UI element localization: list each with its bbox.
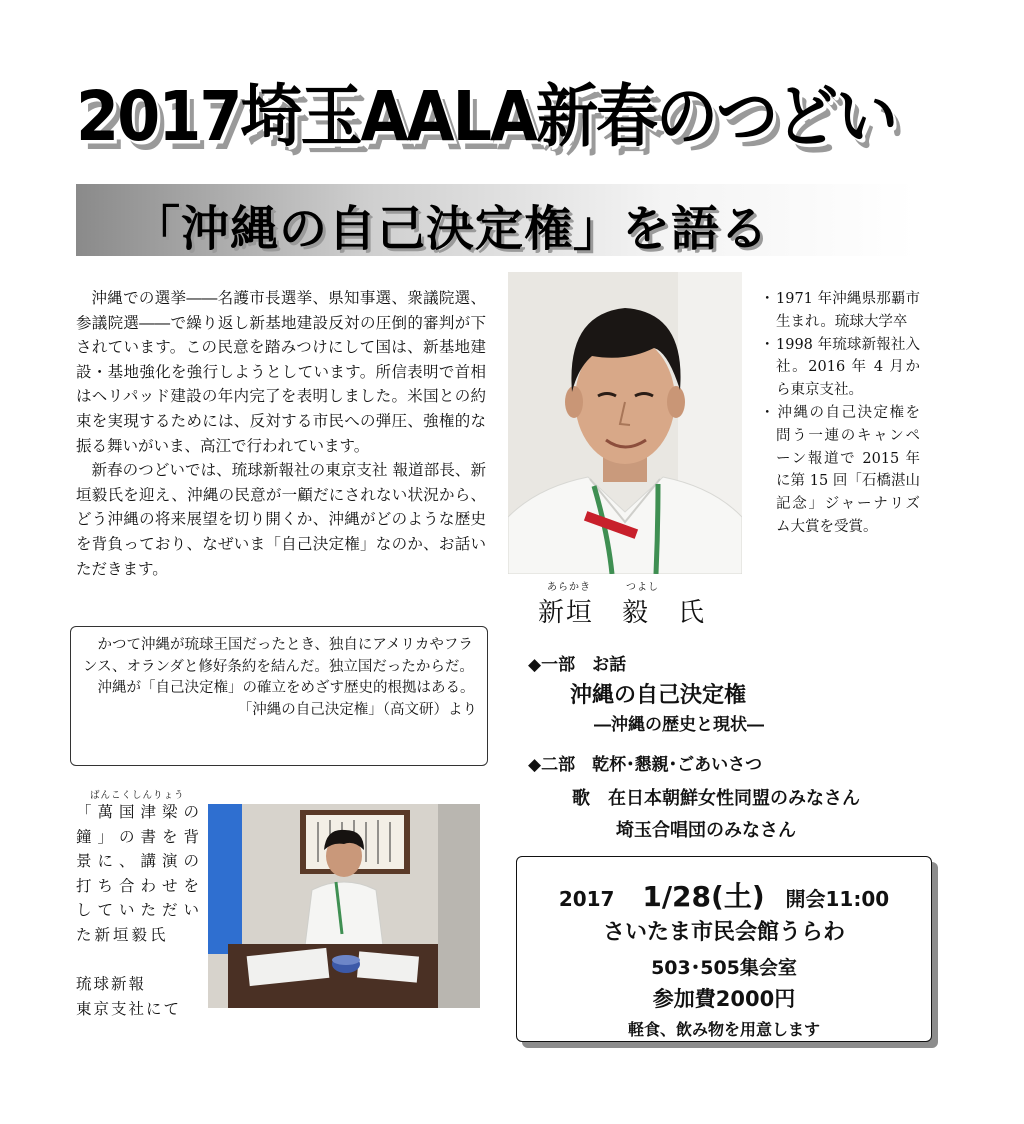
- quote-paragraph: 沖縄が「自己決定権」の確立をめざす歴史的根拠はある。: [97, 680, 475, 696]
- speaker-portrait-photo: [508, 272, 742, 574]
- quote-paragraph: かつて沖縄が琉球王国だったとき、独自にアメリカやフランス、オランダと修好条約を結んだ。独立国だったからだ。: [83, 637, 474, 675]
- bio-item: [760, 334, 920, 402]
- meeting-illustration: [208, 804, 480, 1008]
- intro-text: [76, 286, 486, 581]
- caption-text: 「萬国津梁の鐘」の書を背景に、講演の打ち合わせをしていただいた新垣毅氏: [76, 803, 202, 944]
- event-date-line: [517, 875, 931, 915]
- portrait-illustration: [508, 272, 742, 574]
- photo-caption: [76, 800, 202, 948]
- bullet-glyph: ・: [760, 404, 775, 421]
- page-title: 2017埼玉AALA新春のつどい: [76, 76, 897, 157]
- caption-org-line: 東京支社にて: [76, 999, 182, 1018]
- event-date: 1/28(土): [642, 880, 765, 913]
- program-song-line: 埼玉合唱団のみなさん: [616, 820, 796, 841]
- bio-item: [760, 288, 920, 334]
- event-fee: 参加費2000円: [652, 987, 796, 1011]
- event-info-box: [516, 856, 932, 1042]
- bio-text: 沖縄の自己決定権を問う一連のキャンペーン報道で 2015 年に第 15 回「石橋湛山記念」ジャーナリズム大賞を受賞。: [776, 404, 920, 535]
- bullet-glyph: ・: [760, 336, 775, 353]
- event-year: 2017: [558, 887, 615, 911]
- event-venue: さいたま市民会館うらわ: [602, 920, 845, 945]
- event-open-time: 開会11:00: [785, 887, 890, 911]
- event-food-note: 軽食、飲み物を用意します: [627, 1020, 820, 1039]
- meeting-photo: [208, 804, 480, 1008]
- bio-item: [760, 402, 920, 539]
- speaker-name: 新垣 毅 氏: [538, 598, 707, 628]
- speaker-surname-ruby: あらかき: [547, 582, 591, 593]
- program-song-line: 歌 在日本朝鮮女性同盟のみなさん: [572, 788, 860, 809]
- bullet-glyph: ・: [760, 291, 775, 307]
- bio-text: 1998 年琉球新報社入社。2016 年 4 月から東京支社。: [776, 336, 920, 399]
- caption-location: [76, 972, 206, 1021]
- intro-paragraph: 新春のつどいでは、琉球新報社の東京支社 報道部長、新垣毅氏を迎え、沖縄の民意が一顧だにされない状況から、どう沖縄の将来展望を切り開くか、沖縄がどのような歴史を背負っており、なぜいま「自己決定権」なのか、お話いただきます。: [76, 461, 486, 578]
- caption-org-line: 琉球新報: [76, 975, 147, 993]
- quote-source: 「沖縄の自己決定権」（高文研）より: [237, 701, 477, 718]
- program-part1-subtitle: ―沖縄の歴史と現状―: [594, 715, 764, 735]
- page-subtitle: 「沖縄の自己決定権」を語る: [132, 201, 770, 257]
- caption-ruby: ばんこくしんりょう: [90, 790, 185, 801]
- speaker-given-ruby: つよし: [626, 582, 659, 593]
- event-room: 503･505集会室: [651, 957, 797, 979]
- bio-text: 1971 年沖縄県那覇市生まれ。琉球大学卒: [776, 291, 920, 330]
- speaker-bio: [760, 288, 920, 539]
- program-part2-label: ◆二部 乾杯･懇親･ごあいさつ: [528, 755, 763, 775]
- program-part1-title: 沖縄の自己決定権: [570, 682, 747, 708]
- program-part1-label: ◆一部 お話: [528, 655, 627, 675]
- book-quote-box: [70, 626, 488, 766]
- intro-paragraph: 沖縄での選挙――名護市長選挙、県知事選、衆議院選、参議院選――で繰り返し新基地建設反対の圧倒的審判が下されています。この民意を踏みつけにして国は、新基地建設・基地強化を強行しようとしています。所信表明で首相はヘリパッド建設の年内完了を表明しました。米国との約束を実現するためには、反対する市民への弾圧、強権的な振る舞いがいま、高江で行われています。: [76, 289, 486, 455]
